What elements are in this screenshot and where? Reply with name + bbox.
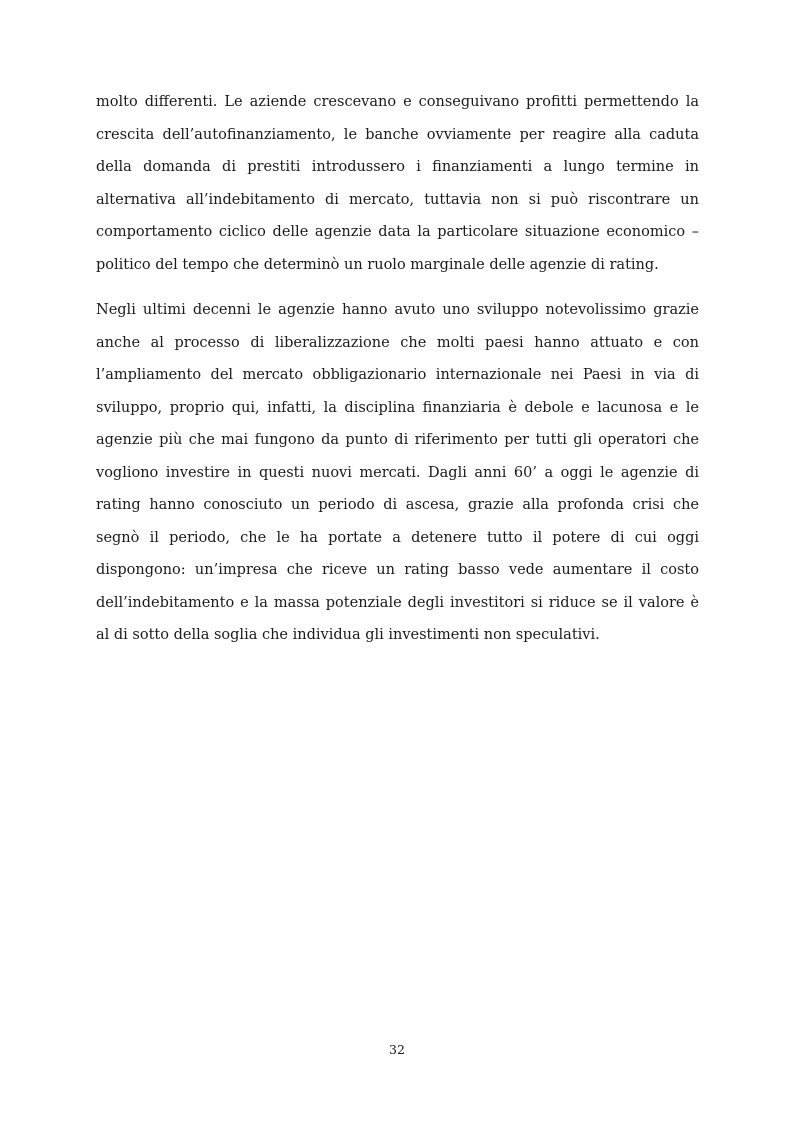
- paragraph-1: molto differenti. Le aziende crescevano e conseguivano profitti permettendo la crescita dell’autofinanziamento, le banche ovviamente per reagire alla caduta della domanda di prestiti introdussero i finanziamenti a lungo termine in alternativa all’indebitamento di mercato, tuttavia non si può riscontrare un comportamento ciclico delle agenzie data la particolare situazione economico – politico del tempo che determinò un ruolo marginale delle agenzie di rating.: [96, 94, 699, 273]
- paragraph-2: Negli ultimi decenni le agenzie hanno avuto uno sviluppo notevolissimo grazie anche al processo di liberalizzazione che molti paesi hanno attuato e con l’ampliamento del mercato obbligazionario internazionale nei Paesi in via di sviluppo, proprio qui, infatti, la disciplina finanziaria è debole e lacunosa e le agenzie più che mai fungono da punto di riferimento per tutti gli operatori che vogliono investire in questi nuovi mercati. Dagli anni 60’ a oggi le agenzie di rating hanno conosciuto un periodo di ascesa, grazie alla profonda crisi che segnò il periodo, che le ha portate a detenere tutto il potere di cui oggi dispongono: un’impresa che riceve un rating basso vede aumentare il costo dell’indebitamento e la massa potenziale degli investitori si riduce se il valore è al di sotto della soglia che individua gli investimenti non speculativi.: [96, 302, 699, 643]
- page-number: 32: [389, 1042, 405, 1057]
- page-body: [96, 86, 699, 652]
